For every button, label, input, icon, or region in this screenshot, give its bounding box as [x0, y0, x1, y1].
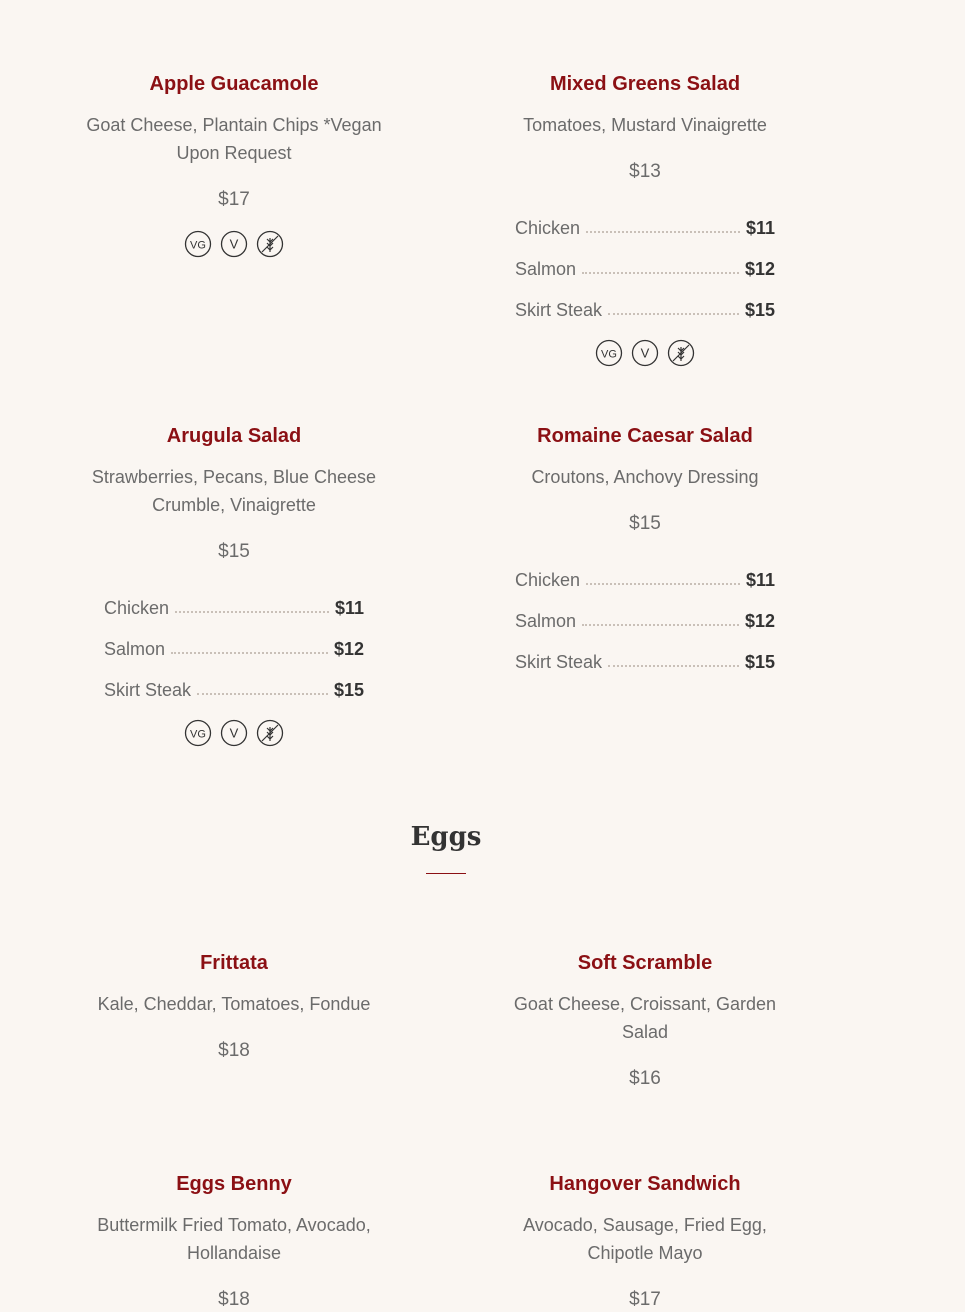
- menu-item: [74, 951, 394, 1063]
- addon-name: Chicken: [515, 570, 581, 590]
- addon-list: [515, 550, 775, 673]
- addon-row: [515, 280, 775, 321]
- item-description: Goat Cheese, Plantain Chips *Vegan Upon Request: [86, 115, 382, 163]
- addon-row: [104, 660, 364, 701]
- gluten-free-icon: [256, 719, 284, 752]
- addon-row: [515, 632, 775, 673]
- item-description: Kale, Cheddar, Tomatoes, Fondue: [97, 994, 371, 1014]
- dot-leader: [582, 271, 739, 274]
- vegan-icon: [184, 719, 212, 752]
- item-description: Goat Cheese, Croissant, Garden Salad: [513, 994, 777, 1042]
- addon-price: $15: [744, 300, 775, 320]
- item-title: Frittata: [200, 952, 268, 974]
- vegan-icon: [184, 230, 212, 263]
- item-description: Strawberries, Pecans, Blue Cheese Crumble, Vinaigrette: [91, 467, 377, 515]
- menu-item: [74, 424, 394, 752]
- menu-item: [74, 1172, 394, 1312]
- addon-price: $12: [744, 611, 775, 631]
- addon-name: Skirt Steak: [104, 680, 192, 700]
- item-price: $13: [629, 161, 661, 182]
- item-price: $17: [629, 1289, 661, 1310]
- addon-name: Salmon: [515, 259, 577, 279]
- menu-item: [485, 72, 805, 372]
- menu-item: [485, 424, 805, 673]
- addon-row: [104, 578, 364, 619]
- menu-item: [74, 72, 394, 263]
- svg-text:VG: VG: [601, 348, 617, 361]
- item-description: Avocado, Sausage, Fried Egg, Chipotle Mayo: [523, 1215, 767, 1263]
- addon-price: $11: [745, 570, 775, 590]
- item-price: $17: [218, 189, 250, 210]
- dot-leader: [175, 610, 329, 613]
- item-title: Hangover Sandwich: [549, 1173, 741, 1195]
- item-price: $15: [218, 541, 250, 562]
- item-price: $18: [218, 1040, 250, 1061]
- addon-row: [515, 550, 775, 591]
- item-description: Buttermilk Fried Tomato, Avocado, Hollandaise: [97, 1215, 371, 1263]
- addon-name: Salmon: [515, 611, 577, 631]
- addon-name: Chicken: [104, 598, 170, 618]
- addon-name: Skirt Steak: [515, 300, 603, 320]
- svg-text:VG: VG: [190, 728, 206, 741]
- svg-text:V: V: [229, 236, 239, 252]
- addon-price: $11: [334, 598, 364, 618]
- addon-price: $15: [333, 680, 364, 700]
- addon-name: Skirt Steak: [515, 652, 603, 672]
- gluten-free-icon: [256, 230, 284, 263]
- dietary-icons: [74, 230, 394, 263]
- section-divider: [426, 873, 466, 874]
- dietary-icons: [74, 719, 394, 752]
- addon-list: [104, 578, 364, 701]
- menu-item: [485, 1172, 805, 1312]
- menu-item: [485, 951, 805, 1091]
- addon-name: Salmon: [104, 639, 166, 659]
- addon-price: $11: [745, 218, 775, 238]
- addon-price: $12: [333, 639, 364, 659]
- addon-row: [515, 591, 775, 632]
- svg-text:VG: VG: [190, 239, 206, 252]
- vegetarian-icon: [220, 230, 248, 263]
- addon-list: [515, 198, 775, 321]
- addon-price: $12: [744, 259, 775, 279]
- addon-price: $15: [744, 652, 775, 672]
- addon-row: [515, 239, 775, 280]
- item-price: $18: [218, 1289, 250, 1310]
- vegetarian-icon: [631, 339, 659, 372]
- dot-leader: [582, 623, 739, 626]
- item-title: Arugula Salad: [166, 425, 302, 447]
- addon-name: Chicken: [515, 218, 581, 238]
- svg-text:V: V: [229, 725, 239, 741]
- addon-row: [515, 198, 775, 239]
- section-title-eggs: Eggs: [410, 822, 482, 852]
- gluten-free-icon: [667, 339, 695, 372]
- svg-text:V: V: [640, 345, 650, 361]
- dot-leader: [197, 692, 328, 695]
- dietary-icons: [485, 339, 805, 372]
- vegetarian-icon: [220, 719, 248, 752]
- item-title: Apple Guacamole: [149, 73, 319, 95]
- addon-row: [104, 619, 364, 660]
- item-description: Tomatoes, Mustard Vinaigrette: [523, 115, 767, 135]
- vegan-icon: [595, 339, 623, 372]
- item-price: $16: [629, 1068, 661, 1089]
- item-description: Croutons, Anchovy Dressing: [531, 467, 759, 487]
- item-price: $15: [629, 513, 661, 534]
- dot-leader: [586, 582, 740, 585]
- dot-leader: [608, 664, 739, 667]
- dot-leader: [171, 651, 328, 654]
- dot-leader: [608, 312, 739, 315]
- dot-leader: [586, 230, 740, 233]
- item-title: Romaine Caesar Salad: [537, 425, 753, 447]
- item-title: Mixed Greens Salad: [549, 73, 741, 95]
- item-title: Soft Scramble: [577, 952, 713, 974]
- item-title: Eggs Benny: [176, 1173, 292, 1195]
